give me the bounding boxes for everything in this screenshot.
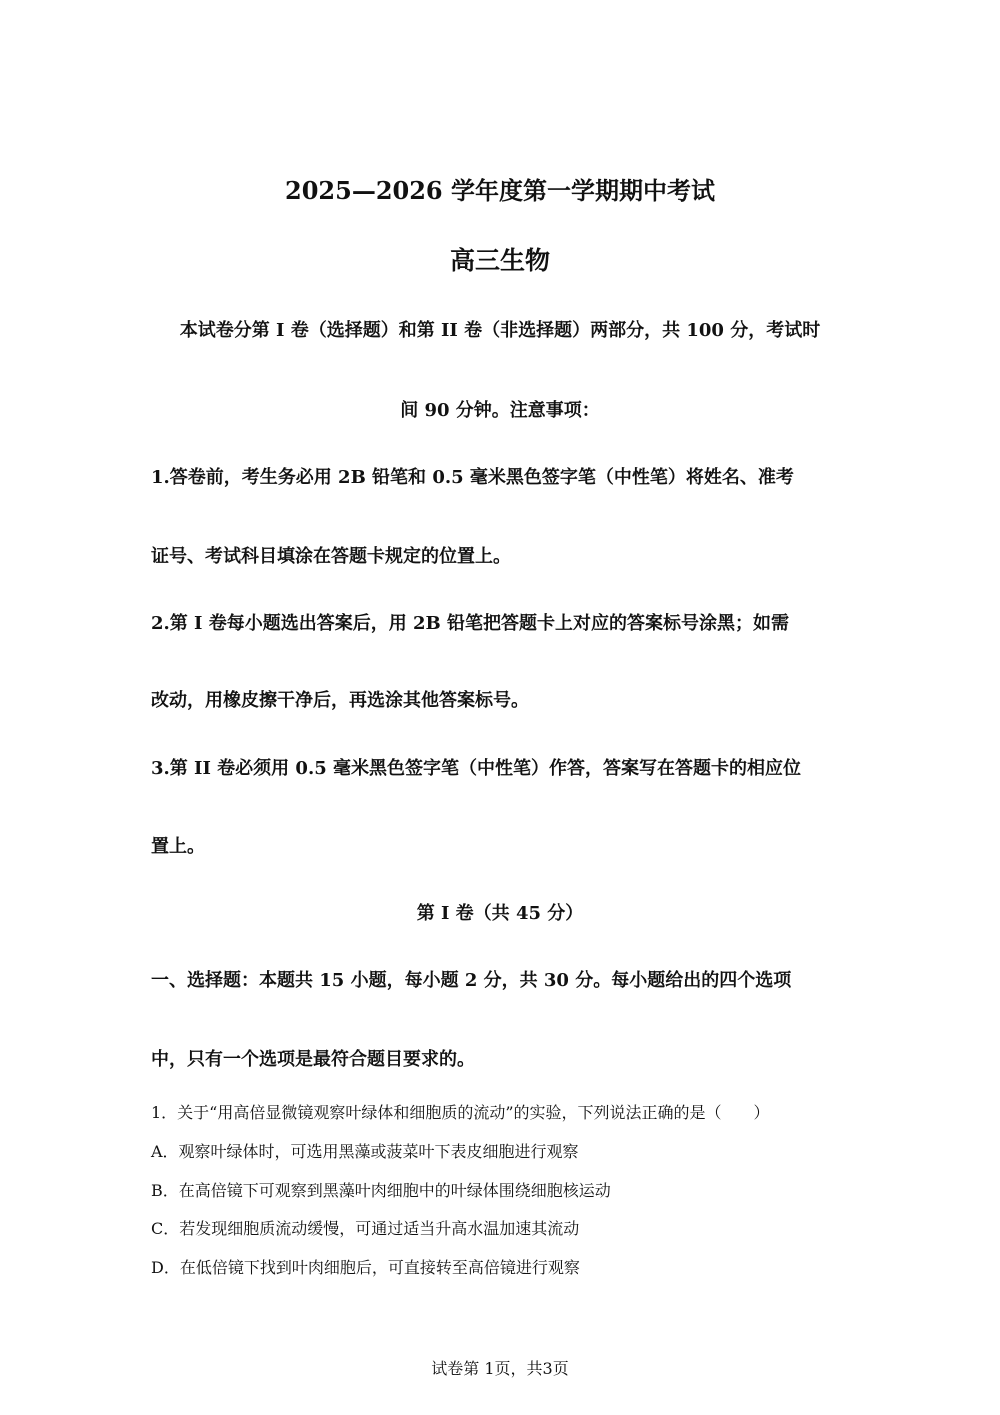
question-1-option-a: A．观察叶绿体时，可选用黑藻或菠菜叶下表皮细胞进行观察 (151, 1142, 579, 1161)
section-title: 第 I 卷（共 45 分） (416, 903, 584, 924)
page-footer: 试卷第 1页，共3页 (431, 1359, 569, 1378)
note-1-line-2: 证号、考试科目填涂在答题卡规定的位置上。 (151, 546, 511, 567)
exam-subject: 高三生物 (449, 246, 550, 275)
section-instruction-line-2: 中，只有一个选项是最符合题目要求的。 (151, 1049, 475, 1070)
question-1-stem: 1．关于“用高倍显微镜观察叶绿体和细胞质的流动”的实验，下列说法正确的是（ ） (151, 1103, 770, 1122)
intro-line-1: 本试卷分第 I 卷（选择题）和第 II 卷（非选择题）两部分，共 100 分，考试时 (179, 320, 821, 341)
note-2-line-1: 2.第 I 卷每小题选出答案后，用 2B 铅笔把答题卡上对应的答案标号涂黑；如需 (151, 613, 790, 634)
note-3-line-2: 置上。 (151, 836, 205, 857)
exam-title: 2025—2026 学年度第一学期期中考试 (285, 176, 715, 205)
note-3-line-1: 3.第 II 卷必须用 0.5 毫米黑色签字笔（中性笔）作答，答案写在答题卡的相应位 (151, 758, 802, 779)
intro-line-2: 间 90 分钟。注意事项： (400, 400, 600, 421)
note-1-line-1: 1.答卷前，考生务必用 2B 铅笔和 0.5 毫米黑色签字笔（中性笔）将姓名、准考 (151, 467, 794, 488)
question-1-option-b: B．在高倍镜下可观察到黑藻叶肉细胞中的叶绿体围绕细胞核运动 (151, 1181, 611, 1200)
question-1-option-c: C．若发现细胞质流动缓慢，可通过适当升高水温加速其流动 (151, 1219, 580, 1238)
note-2-line-2: 改动，用橡皮擦干净后，再选涂其他答案标号。 (151, 690, 529, 711)
question-1-option-d: D．在低倍镜下找到叶肉细胞后，可直接转至高倍镜进行观察 (151, 1258, 580, 1277)
section-instruction-line-1: 一、选择题：本题共 15 小题，每小题 2 分，共 30 分。每小题给出的四个选项 (151, 970, 792, 991)
